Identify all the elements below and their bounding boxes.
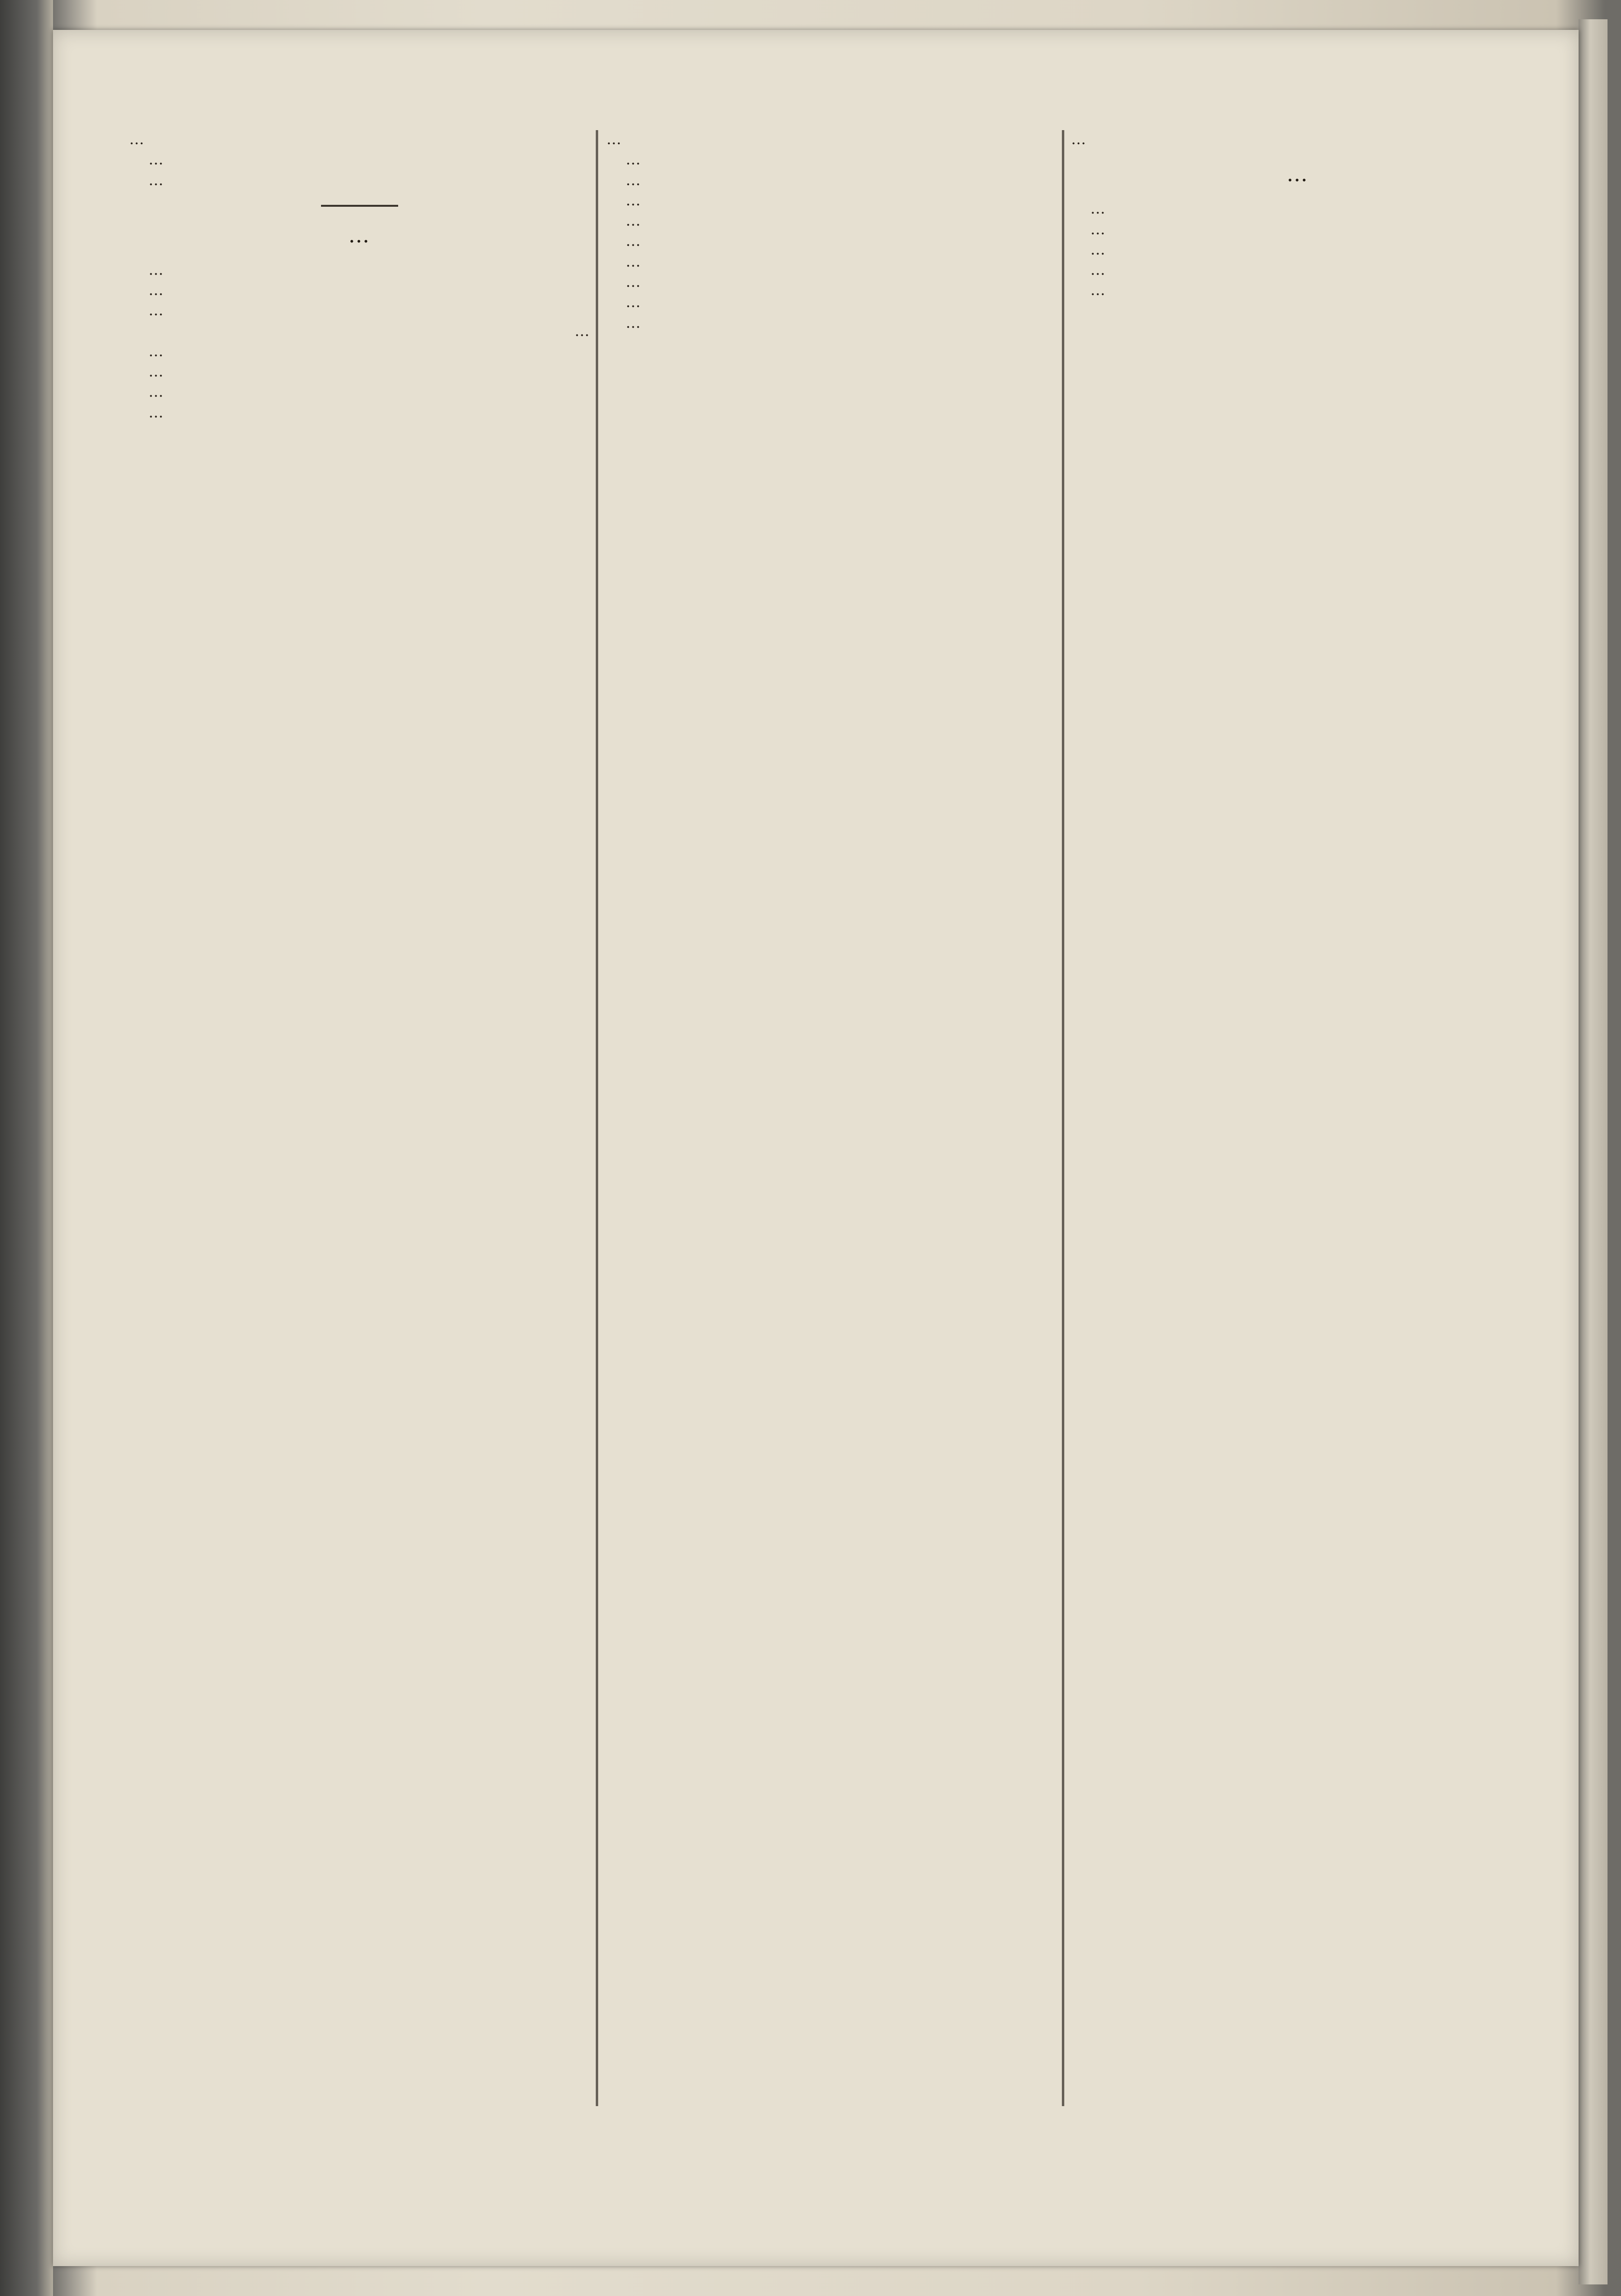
article-paragraph: …	[626, 191, 641, 209]
article-paragraph: …	[1090, 281, 1105, 299]
article-paragraph: …	[148, 383, 163, 401]
article-paragraph: …	[148, 261, 163, 279]
text-column-3	[1071, 129, 1524, 2124]
article-paragraph: …	[1090, 220, 1105, 238]
section-divider	[321, 205, 398, 207]
text-column-1	[129, 129, 589, 2124]
article-paragraph: …	[129, 131, 144, 148]
article-paragraph: …	[606, 131, 621, 148]
article-paragraph: …	[1090, 261, 1105, 279]
column-rule	[596, 130, 598, 2106]
article-paragraph: …	[148, 302, 163, 320]
section-heading: …	[1286, 162, 1309, 187]
article-paragraph: …	[626, 171, 641, 189]
article-paragraph: …	[626, 253, 641, 270]
column-rule	[1062, 130, 1064, 2106]
article-paragraph: …	[148, 403, 163, 421]
article-paragraph: …	[148, 363, 163, 381]
section-heading: …	[348, 223, 371, 248]
article-paragraph: …	[626, 151, 641, 169]
article-paragraph: …	[148, 171, 163, 189]
article-paragraph: …	[148, 342, 163, 360]
article-paragraph: …	[626, 273, 641, 291]
article-paragraph: …	[626, 232, 641, 250]
article-paragraph: …	[626, 314, 641, 332]
page-edge	[1579, 19, 1608, 2284]
article-signature: …	[575, 322, 589, 340]
book-gutter	[0, 0, 53, 2296]
article-paragraph: …	[1090, 200, 1105, 218]
article-paragraph: …	[1090, 240, 1105, 258]
text-column-2	[606, 129, 1057, 2124]
article-paragraph: …	[1071, 131, 1086, 148]
article-paragraph: …	[626, 294, 641, 311]
article-paragraph: …	[626, 212, 641, 230]
article-paragraph: …	[148, 151, 163, 169]
article-paragraph: …	[148, 281, 163, 299]
